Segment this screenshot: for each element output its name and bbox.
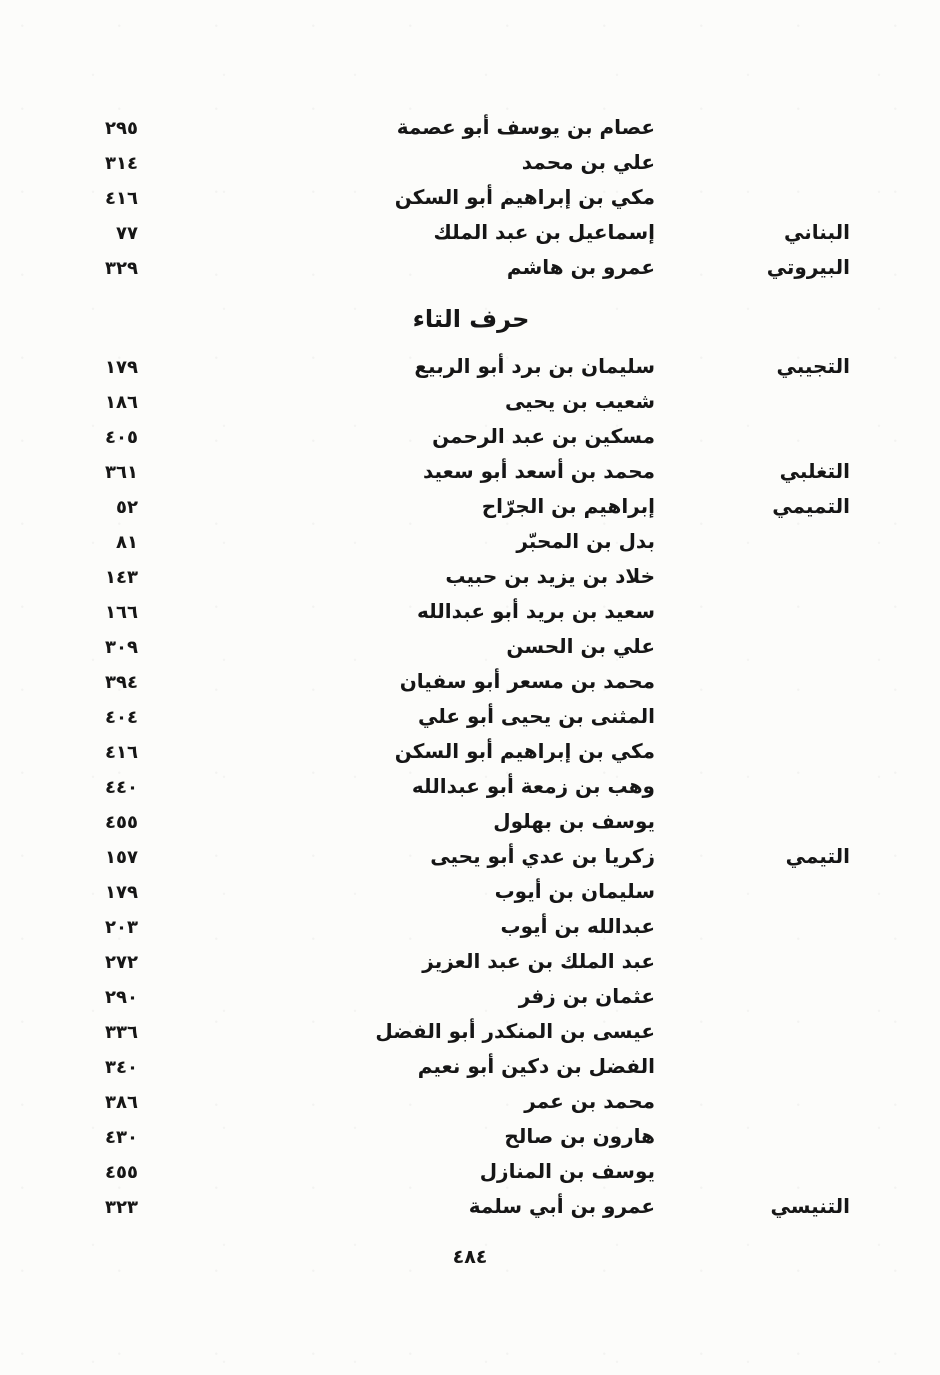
page-number-cell [92,216,235,251]
page-number: ٤٠٤ [105,707,138,728]
folio-number: ٤٨٤ [452,1246,488,1268]
person-name: بدل بن المحبّر [516,529,655,553]
index-row [92,1154,850,1189]
page-number-cell [92,350,235,385]
page-number: ٧٧ [116,223,138,244]
person-name: خلاد بن يزيد بن حبيب [445,564,655,588]
person-name: عمرو بن أبي سلمة [468,1194,655,1218]
page-number-cell [92,945,235,980]
page-number-cell [92,455,235,490]
person-name: مكي بن إبراهيم أبو السكن [394,739,655,763]
person-name: سليمان بن أيوب [494,879,655,903]
page-number: ١٦٦ [105,602,138,623]
index-row [92,664,850,699]
page-number: ٣١٤ [105,153,138,174]
index-row [92,454,850,489]
page-number-cell [92,1190,235,1225]
person-name: مكي بن إبراهيم أبو السكن [394,185,655,209]
nisba-label: التنيسي [770,1194,850,1218]
page-number: ٥٢ [116,497,138,518]
index-row [92,1014,850,1049]
index-row [92,699,850,734]
index-row [92,909,850,944]
page-number-cell [92,420,235,455]
person-name: محمد بن مسعر أبو سفيان [399,669,655,693]
person-name: عثمان بن زفر [518,984,655,1008]
page-number: ١٥٧ [105,847,138,868]
person-name: شعيب بن يحيى [504,389,655,413]
index-row [92,734,850,769]
index-row [92,1084,850,1119]
person-name: علي بن محمد [521,150,655,174]
page-number-cell [92,980,235,1015]
page-number-cell [92,525,235,560]
index-row [92,524,850,559]
nisba-label: البيروتي [766,255,850,279]
index-row [92,110,850,145]
index-row [92,145,850,180]
nisba-label: التغلبي [779,459,850,483]
page-number-cell [92,1015,235,1050]
person-name: زكريا بن عدي أبو يحيى [430,844,655,868]
index-row [92,979,850,1014]
page-number: ٤٣٠ [105,1127,138,1148]
page-number-cell [92,1155,235,1190]
page-number: ٤٠٥ [105,427,138,448]
page-number: ٣٨٦ [105,1092,138,1113]
index-row [92,839,850,874]
index-row [92,215,850,250]
page-number-cell [92,665,235,700]
page-number: ١٨٦ [105,392,138,413]
page-number: ٣٤٠ [105,1057,138,1078]
page-number-cell [92,1120,235,1155]
person-name: عيسى بن المنكدر أبو الفضل [375,1019,655,1043]
nisba-label: البناني [784,220,850,244]
page-number: ٣٠٩ [105,637,138,658]
person-name: إسماعيل بن عبد الملك [433,220,655,244]
index-section-letter-ta [92,349,850,1224]
index-row [92,419,850,454]
nisba-label: التميمي [772,494,850,518]
page-number: ٣٢٣ [105,1197,138,1218]
page-number-cell [92,385,235,420]
page-number: ١٤٣ [105,567,138,588]
page-number-cell [92,146,235,181]
index-row [92,250,850,285]
index-row [92,489,850,524]
index-row [92,559,850,594]
person-name: سعيد بن بريد أبو عبدالله [417,599,655,623]
person-name: المثنى بن يحيى أبو علي [418,704,655,728]
section-heading-letter-ta: حرف التاء [412,305,530,333]
page-number: ١٧٩ [105,882,138,903]
person-name: عمرو بن هاشم [506,255,655,279]
page-number-cell [92,560,235,595]
page-number-cell [92,1085,235,1120]
page-number: ٣٢٩ [105,258,138,279]
person-name: محمد بن أسعد أبو سعيد [422,459,655,483]
page-number-cell [92,181,235,216]
person-name: مسكين بن عبد الرحمن [432,424,655,448]
nisba-label: التيمي [785,844,850,868]
person-name: محمد بن عمر [524,1089,655,1113]
index-section-previous-letter [92,110,850,285]
page-number: ٤١٦ [105,742,138,763]
index-row [92,349,850,384]
index-row [92,180,850,215]
person-name: يوسف بن بهلول [493,809,655,833]
person-name: يوسف بن المنازل [479,1159,655,1183]
index-row [92,769,850,804]
nisba-label: التجيبي [776,354,850,378]
page-number: ٤٥٥ [105,1162,138,1183]
index-content [0,110,940,1224]
page-number-cell [92,805,235,840]
page-number: ٢٩٠ [105,987,138,1008]
page-number: ٢٠٣ [105,917,138,938]
index-row [92,1189,850,1224]
page-number-cell [92,630,235,665]
page-number-cell [92,251,235,286]
page-number-cell [92,770,235,805]
index-row [92,1119,850,1154]
person-name: إبراهيم بن الجرّاح [481,494,655,518]
person-name: عصام بن يوسف أبو عصمة [396,115,655,139]
person-name: عبدالله بن أيوب [500,914,655,938]
index-row [92,594,850,629]
page-number: ٢٧٢ [105,952,138,973]
person-name: عبد الملك بن عبد العزيز [422,949,655,973]
page-number: ٣٩٤ [105,672,138,693]
page-number-cell [92,840,235,875]
page-number: ٨١ [116,532,138,553]
page-number-cell [92,735,235,770]
page-number-cell [92,595,235,630]
index-row [92,874,850,909]
page-number: ٤٤٠ [105,777,138,798]
page-number: ١٧٩ [105,357,138,378]
page-number: ٢٩٥ [105,118,138,139]
page-number: ٣٦١ [105,462,138,483]
index-row [92,384,850,419]
index-row [92,1049,850,1084]
page-number-cell [92,111,235,146]
person-name: هارون بن صالح [504,1124,655,1148]
page-number: ٣٣٦ [105,1022,138,1043]
index-row [92,629,850,664]
index-row [92,804,850,839]
page-number: ٤١٦ [105,188,138,209]
page-number-cell [92,1050,235,1085]
person-name: سليمان بن برد أبو الربيع [414,354,655,378]
person-name: علي بن الحسن [506,634,655,658]
page-number-cell [92,700,235,735]
person-name: وهب بن زمعة أبو عبدالله [411,774,655,798]
index-row [92,944,850,979]
page-number-cell [92,910,235,945]
person-name: الفضل بن دكين أبو نعيم [417,1054,655,1078]
page-number: ٤٥٥ [105,812,138,833]
page-number-cell [92,490,235,525]
page-number-cell [92,875,235,910]
